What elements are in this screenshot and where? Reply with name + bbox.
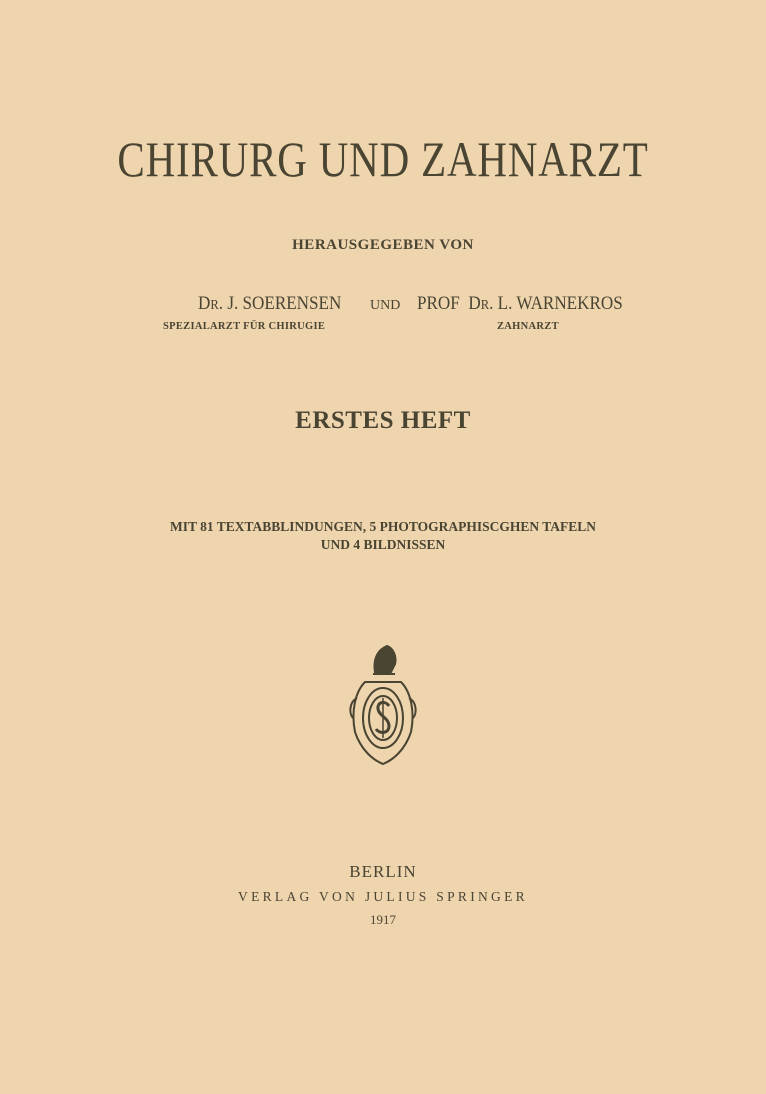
editor2-prefix: DR xyxy=(468,293,490,314)
publisher: VERLAG VON JULIUS SPRINGER xyxy=(238,889,528,904)
editor2-role: ZAHNARZT xyxy=(497,321,559,332)
illustrations-line1: MIT 81 TEXTABBLINDUNGEN, 5 PHOTOGRAPHISCGHEN TAFELN xyxy=(169,519,597,534)
editor1-name: DR. J. SOERENSEN xyxy=(198,293,342,314)
illustrations-line2: UND 4 BILDNISSEN xyxy=(320,537,446,552)
volume-label: ERSTES HEFT xyxy=(295,407,471,434)
editor2-name: PROF DR. L. WARNEKROS xyxy=(417,293,623,314)
year: 1917 xyxy=(370,912,396,927)
springer-horse-logo-icon xyxy=(345,642,421,768)
book-title: CHIRURG UND ZAHNARZT xyxy=(117,131,649,187)
conjunction: UND xyxy=(370,298,401,313)
editor1-prefix: DR xyxy=(198,293,219,314)
editors-intro: HERAUSGEGEBEN VON xyxy=(292,237,474,253)
city: BERLIN xyxy=(349,862,417,881)
editor1-role: SPEZIALARZT FÜR CHIRUGIE xyxy=(163,321,326,332)
